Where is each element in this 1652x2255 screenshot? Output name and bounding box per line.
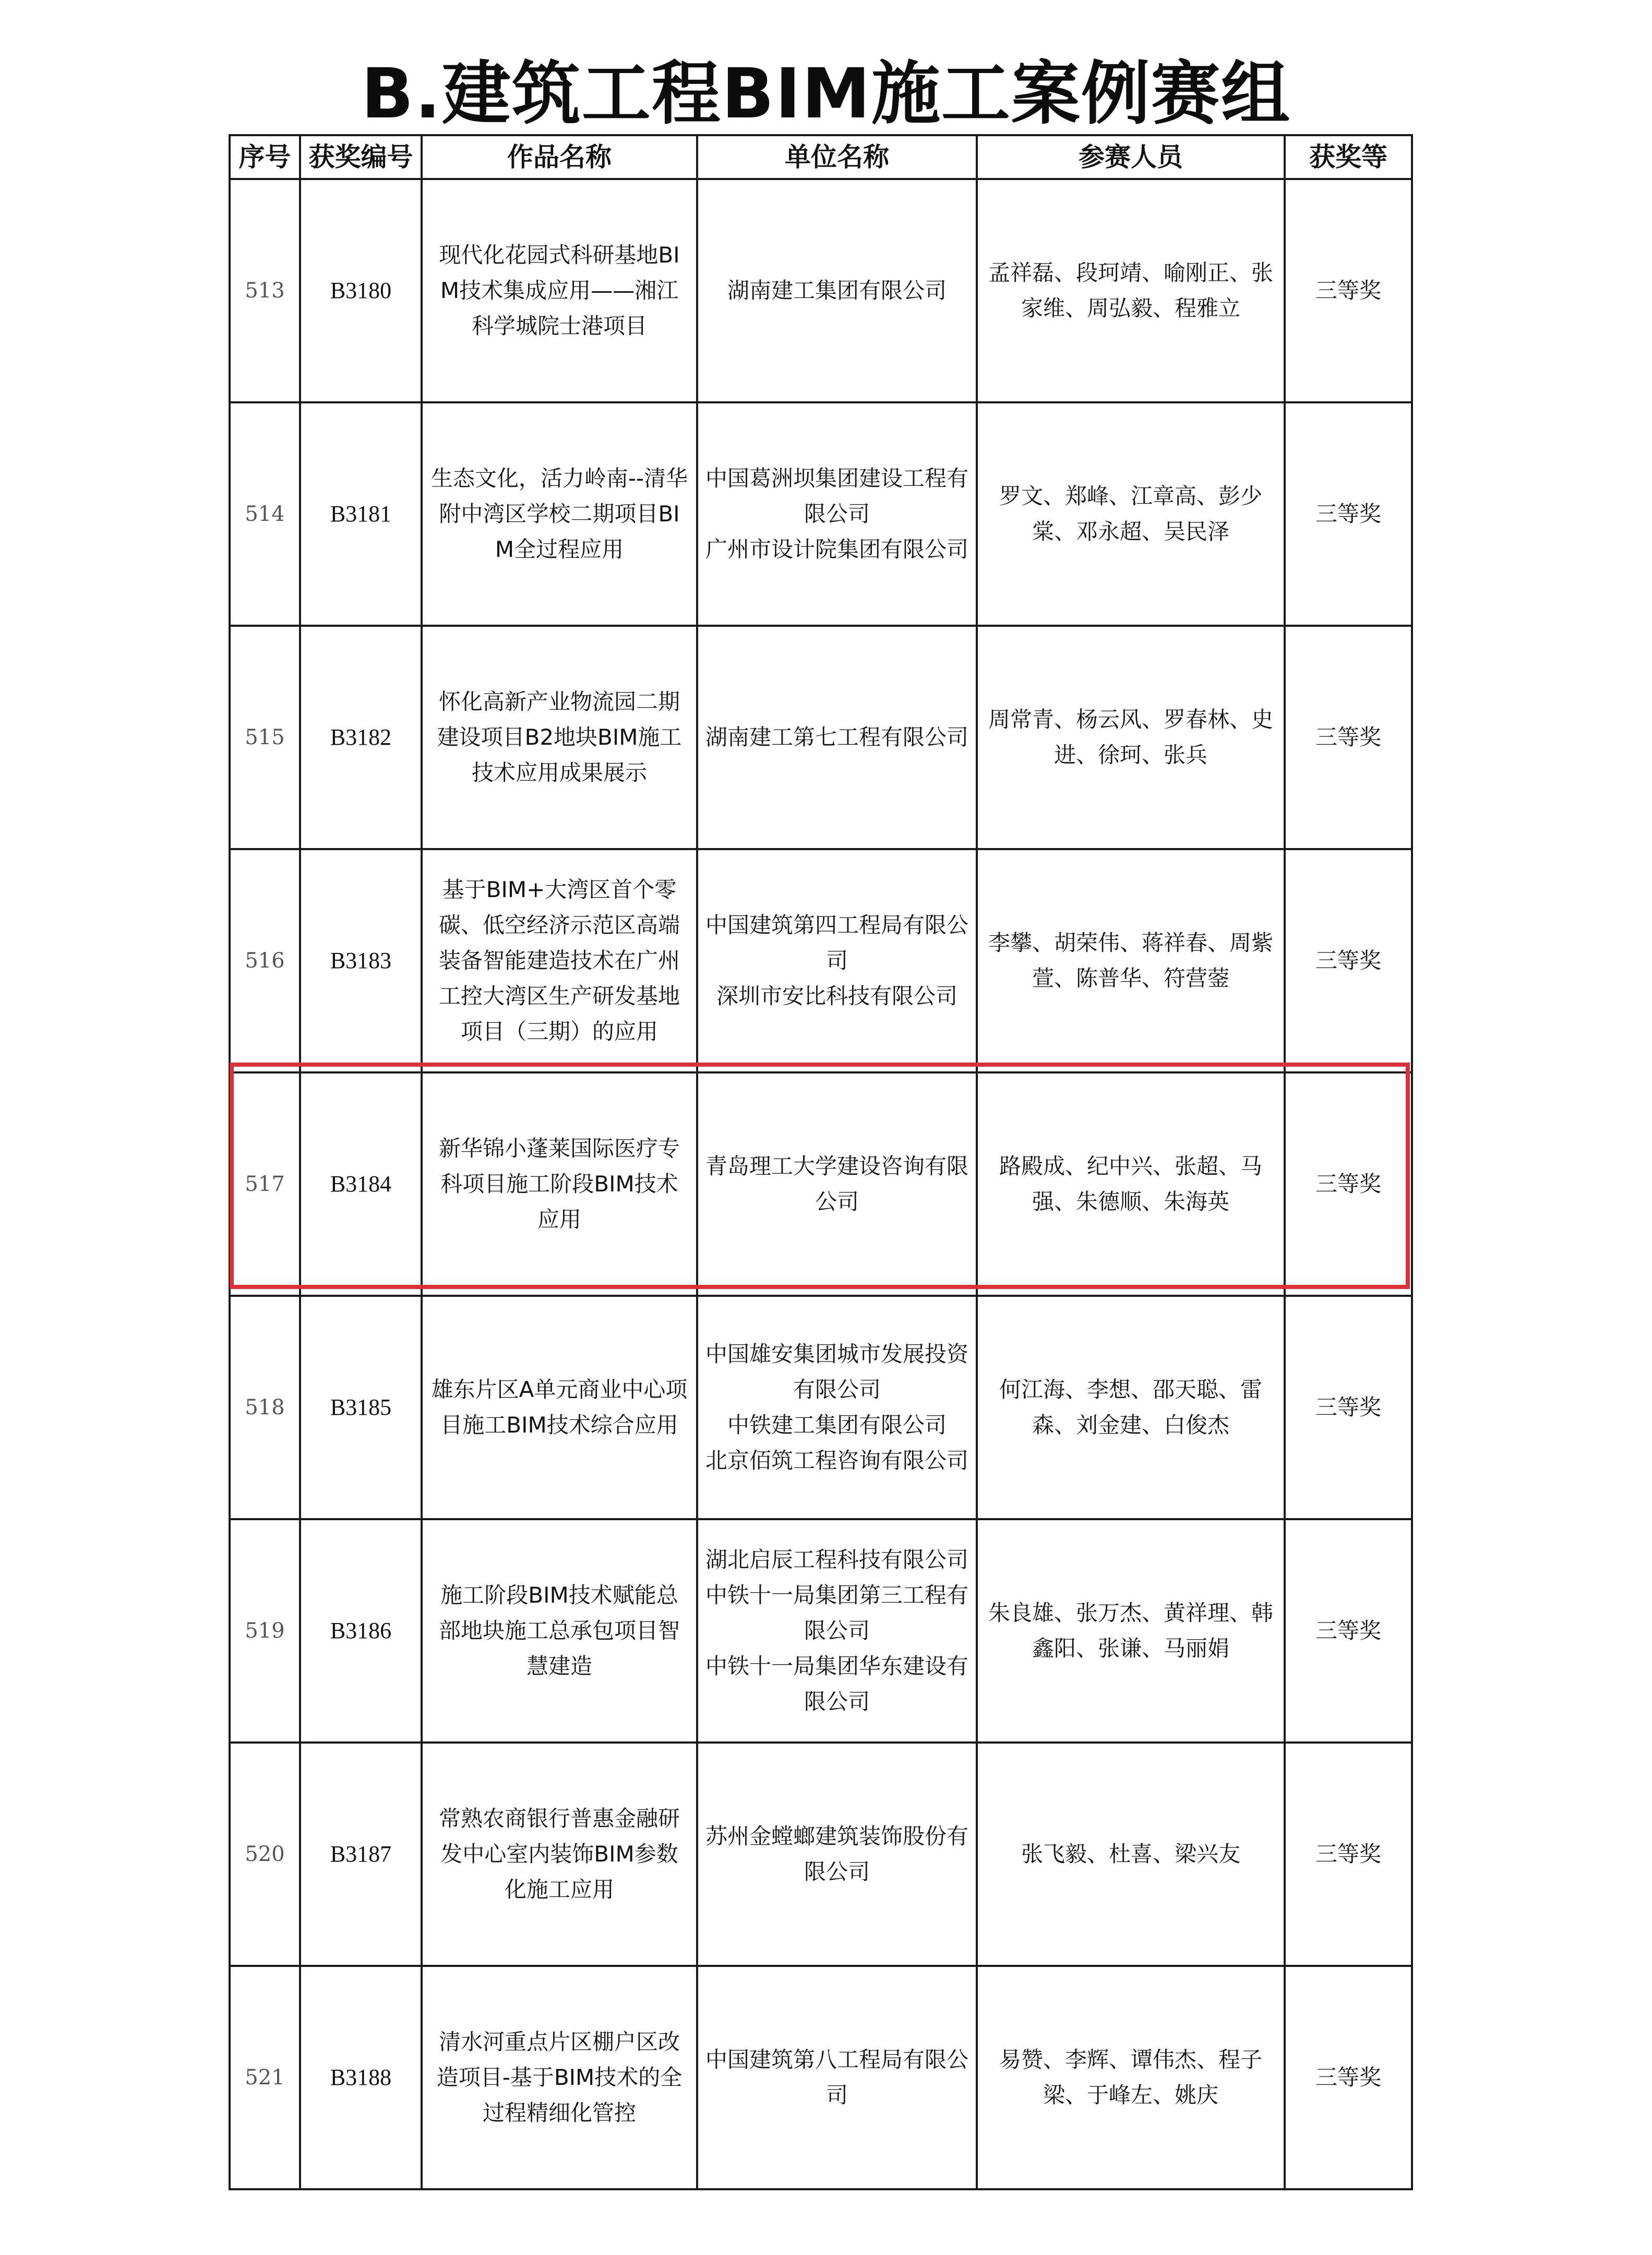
table-row [230,1519,1412,1743]
cell-organization [697,1519,977,1743]
cell-serial: 516 [230,849,300,1072]
cell-serial: 521 [230,1966,300,2189]
cell-serial: 515 [230,626,300,849]
organization-line: 湖北启辰工程科技有限公司 [705,1547,969,1572]
cell-award-level: 三等奖 [1285,1072,1412,1296]
awards-table [229,134,1413,2190]
cell-work-name: 基于BIM+大湾区首个零碳、低空经济示范区高端装备智能建造技术在广州工控大湾区生产研发基地项目（三期）的应用 [422,849,697,1072]
table-row [230,1743,1412,1966]
cell-work-name: 施工阶段BIM技术赋能总部地块施工总承包项目智慧建造 [422,1519,697,1743]
cell-participants: 周常青、杨云风、罗春林、史进、徐珂、张兵 [977,626,1285,849]
cell-participants: 孟祥磊、段珂靖、喻刚正、张家维、周弘毅、程雅立 [977,179,1285,402]
cell-work-name: 怀化高新产业物流园二期建设项目B2地块BIM施工技术应用成果展示 [422,626,697,849]
cell-organization: 湖南建工集团有限公司 [697,179,977,402]
cell-serial: 519 [230,1519,300,1743]
cell-organization: 中国建筑第八工程局有限公司 [697,1966,977,2189]
table-body [230,179,1412,2189]
organization-line: 中国建筑第四工程局有限公司 [705,912,969,973]
cell-award-code: B3186 [300,1519,422,1743]
cell-serial: 514 [230,402,300,626]
organization-line: 中铁建工集团有限公司 [727,1412,947,1438]
cell-participants: 朱良雄、张万杰、黄祥理、韩鑫阳、张谦、马丽娟 [977,1519,1285,1743]
cell-award-code: B3184 [300,1072,422,1296]
table-row [230,1296,1412,1519]
cell-award-level: 三等奖 [1285,402,1412,626]
cell-serial: 517 [230,1072,300,1296]
header-organization: 单位名称 [697,135,977,179]
cell-participants: 张飞毅、杜喜、梁兴友 [977,1743,1285,1966]
table-row [230,179,1412,402]
organization-line: 深圳市安比科技有限公司 [716,983,957,1009]
cell-organization [697,849,977,1072]
table-row [230,849,1412,1072]
table-row [230,402,1412,626]
organization-line: 中铁十一局集团华东建设有限公司 [705,1653,969,1714]
cell-serial: 513 [230,179,300,402]
cell-participants: 何江海、李想、邵天聪、雷森、刘金建、白俊杰 [977,1296,1285,1519]
cell-organization [697,402,977,626]
cell-organization: 湖南建工第七工程有限公司 [697,626,977,849]
table-row [230,626,1412,849]
cell-serial: 520 [230,1743,300,1966]
cell-award-level: 三等奖 [1285,1296,1412,1519]
cell-organization: 青岛理工大学建设咨询有限公司 [697,1072,977,1296]
header-award-level: 获奖等 [1285,135,1412,179]
header-participants: 参赛人员 [977,135,1285,179]
organization-line: 中铁十一局集团第三工程有限公司 [705,1582,969,1643]
header-award-code: 获奖编号 [300,135,422,179]
table-header [230,135,1412,179]
organization-line: 广州市设计院集团有限公司 [705,536,969,562]
header-row [230,135,1412,179]
cell-work-name: 雄东片区A单元商业中心项目施工BIM技术综合应用 [422,1296,697,1519]
page-title: B.建筑工程BIM施工案例赛组 [361,54,1291,134]
cell-participants: 易赞、李辉、谭伟杰、程子梁、于峰左、姚庆 [977,1966,1285,2189]
table-row [230,1072,1412,1296]
cell-award-level: 三等奖 [1285,179,1412,402]
header-work-name: 作品名称 [422,135,697,179]
cell-award-level: 三等奖 [1285,849,1412,1072]
cell-award-level: 三等奖 [1285,626,1412,849]
cell-award-code: B3181 [300,402,422,626]
organization-line: 北京佰筑工程咨询有限公司 [705,1448,969,1473]
cell-award-code: B3182 [300,626,422,849]
cell-award-code: B3183 [300,849,422,1072]
cell-participants: 路殿成、纪中兴、张超、马强、朱德顺、朱海英 [977,1072,1285,1296]
organization-line: 中国葛洲坝集团建设工程有限公司 [705,466,969,527]
cell-participants: 李攀、胡荣伟、蒋祥春、周紫萱、陈普华、符营蓥 [977,849,1285,1072]
cell-serial: 518 [230,1296,300,1519]
cell-award-code: B3188 [300,1966,422,2189]
table-row [230,1966,1412,2189]
cell-work-name: 新华锦小蓬莱国际医疗专科项目施工阶段BIM技术应用 [422,1072,697,1296]
cell-award-level: 三等奖 [1285,1519,1412,1743]
cell-organization [697,1296,977,1519]
organization-line: 中国雄安集团城市发展投资有限公司 [705,1341,969,1402]
cell-award-code: B3180 [300,179,422,402]
cell-work-name: 生态文化，活力岭南--清华附中湾区学校二期项目BIM全过程应用 [422,402,697,626]
cell-work-name: 现代化花园式科研基地BIM技术集成应用——湘江科学城院士港项目 [422,179,697,402]
cell-participants: 罗文、郑峰、江章高、彭少棠、邓永超、吴民泽 [977,402,1285,626]
cell-work-name: 清水河重点片区棚户区改造项目-基于BIM技术的全过程精细化管控 [422,1966,697,2189]
cell-award-level: 三等奖 [1285,1743,1412,1966]
header-serial: 序号 [230,135,300,179]
cell-work-name: 常熟农商银行普惠金融研发中心室内装饰BIM参数化施工应用 [422,1743,697,1966]
cell-award-code: B3185 [300,1296,422,1519]
cell-award-code: B3187 [300,1743,422,1966]
cell-organization: 苏州金螳螂建筑装饰股份有限公司 [697,1743,977,1966]
cell-award-level: 三等奖 [1285,1966,1412,2189]
